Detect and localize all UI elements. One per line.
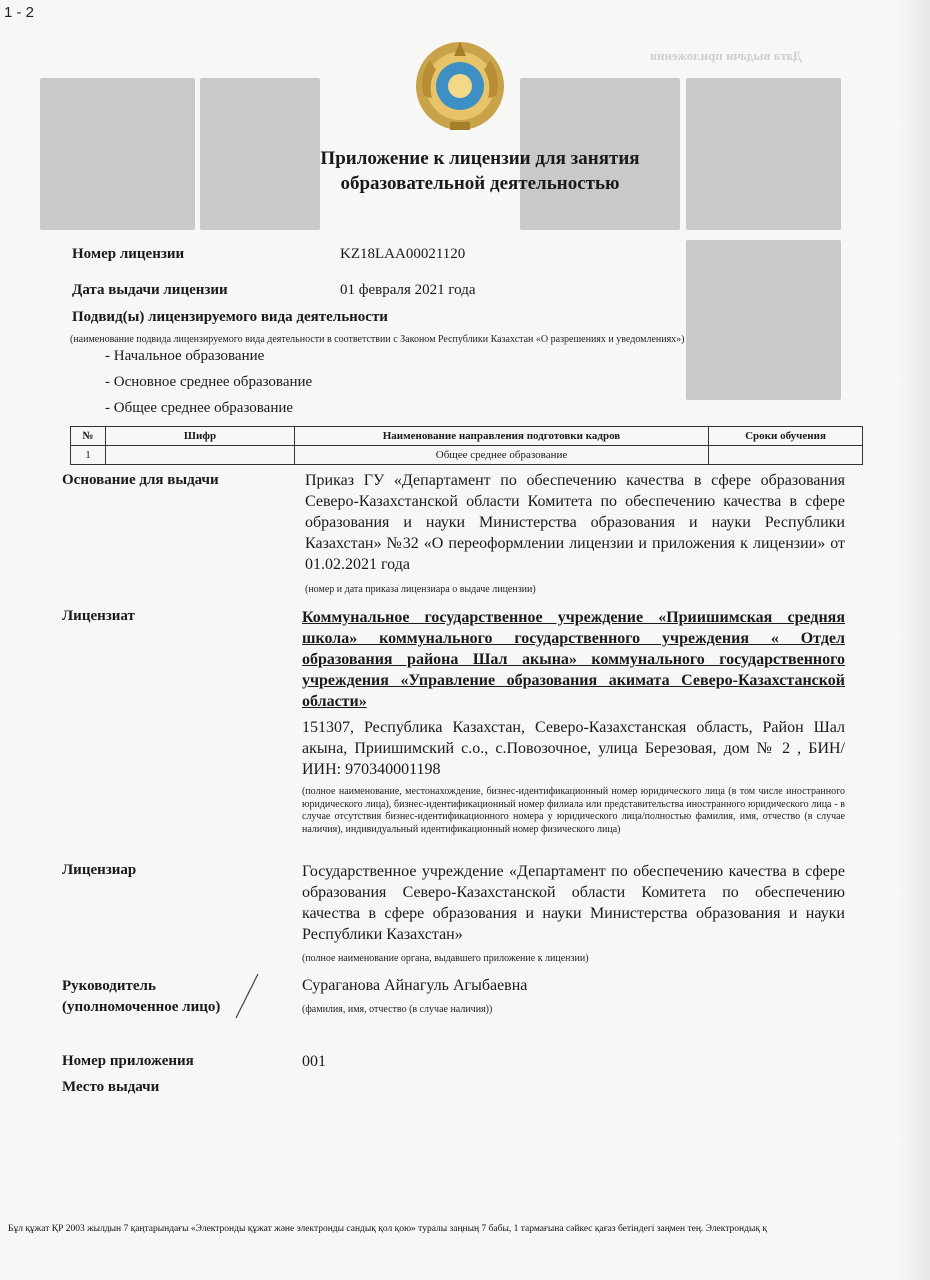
qr-code-2 bbox=[200, 78, 320, 230]
license-date-label: Дата выдачи лицензии bbox=[72, 282, 228, 298]
page-number: 1 - 2 bbox=[4, 4, 35, 21]
license-number-label: Номер лицензии bbox=[72, 246, 185, 262]
state-emblem-icon bbox=[414, 36, 506, 136]
licensor-label: Лицензиар bbox=[62, 862, 137, 878]
head-value: Сураганова Айнагуль Агыбаевна bbox=[302, 977, 528, 994]
subtypes-note: (наименование подвида лицензируемого вида деятельности в соответствии с Законом Республики Казахстан «О разрешениях и уведомлениях») bbox=[70, 334, 685, 345]
document-title: Приложение к лицензии для занятия образовательной деятельностью bbox=[320, 148, 640, 194]
qr-code-4 bbox=[686, 78, 841, 230]
license-number-value: KZ18LAA00021120 bbox=[340, 246, 466, 262]
table-row bbox=[71, 446, 863, 465]
licensor-value: Государственное учреждение «Департамент по обеспечению качества в сфере образования Северо-Казахстанской области Комитета по обеспечению качества в сфере образования и науки Министерства образования и науки Республики Казахстан» bbox=[302, 863, 845, 943]
subtype-item-2: - Основное среднее образование bbox=[105, 374, 313, 390]
licensee-name: Коммунальное государственное учреждение «Приишимская средняя школа» коммунального государственного учреждения « Отдел образования района Шал акына» коммунального государственного учреждения «Управление образования акимата Северо-Казахстанской области» bbox=[302, 609, 845, 710]
table-header-row bbox=[71, 427, 863, 446]
subtypes-label: Подвид(ы) лицензируемого вида деятельности bbox=[72, 309, 388, 325]
license-date-value: 01 февраля 2021 года bbox=[340, 282, 476, 298]
basis-label: Основание для выдачи bbox=[62, 472, 219, 488]
head-label-sub: (уполномоченное лицо) bbox=[62, 999, 221, 1015]
table-cell: 1 bbox=[71, 446, 106, 465]
table-cell bbox=[106, 446, 295, 465]
table-header-cell: Сроки обучения bbox=[709, 427, 863, 446]
table-header-cell: Наименование направления подготовки кадров bbox=[295, 427, 709, 446]
bleed-through-text: Дата выдачи приложения bbox=[650, 48, 802, 63]
licensee-label: Лицензиат bbox=[62, 608, 135, 624]
qr-code-1 bbox=[40, 78, 195, 230]
appendix-number-value: 001 bbox=[302, 1053, 326, 1070]
subtype-item-1: - Начальное образование bbox=[105, 348, 265, 364]
signature-stroke bbox=[232, 972, 262, 1022]
licensee-note: (полное наименование, местонахождение, бизнес-идентификационный номер юридического лица (в том числе иностранного юридического лица), бизнес-идентификационный номер филиала или представительства иностранного юридического лица - в случае отсутствия бизнес-идентификационного номера у юридического лица/полностью фамилия, имя, отчество (в случае наличия), индивидуальный идентификационный номер физического лица) bbox=[302, 786, 845, 835]
basis-value: Приказ ГУ «Департамент по обеспечению качества в сфере образования Северо-Казахстанской области Комитета по обеспечению качества в сфере образования и науки Министерства образования и науки Республики Казахстан» №32 «О переоформлении лицензии и приложения к лицензии» от 01.02.2021 года bbox=[305, 472, 845, 573]
qr-code-5 bbox=[686, 240, 841, 400]
table-header-cell: Шифр bbox=[106, 427, 295, 446]
footer-legal-text: Бұл құжат ҚР 2003 жылдын 7 қаңтарындағы «Электронды құжат және электронды сандық қол қою» туралы заңның 7 бабы, 1 тармағына сәйкес қағаз бетіндегі заңмен тең. Электрондық қ bbox=[8, 1224, 767, 1234]
table-cell bbox=[709, 446, 863, 465]
page-edge-shadow bbox=[898, 0, 930, 1280]
licensee-address: 151307, Республика Казахстан, Северо-Казахстанская область, Район Шал акына, Приишимский с.о., с.Повозочное, улица Березовая, дом № 2 , БИН/ИИН: 970340001198 bbox=[302, 719, 845, 778]
head-label: Руководитель bbox=[62, 978, 156, 994]
place-label: Место выдачи bbox=[62, 1079, 160, 1095]
basis-note: (номер и дата приказа лицензиара о выдаче лицензии) bbox=[305, 584, 536, 595]
head-note: (фамилия, имя, отчество (в случае наличия)) bbox=[302, 1004, 493, 1015]
table-cell: Общее среднее образование bbox=[295, 446, 709, 465]
training-table bbox=[70, 426, 863, 465]
appendix-number-label: Номер приложения bbox=[62, 1053, 194, 1069]
licensor-note: (полное наименование органа, выдавшего приложение к лицензии) bbox=[302, 953, 589, 964]
subtype-item-3: - Общее среднее образование bbox=[105, 400, 294, 416]
table-header-cell: № bbox=[71, 427, 106, 446]
